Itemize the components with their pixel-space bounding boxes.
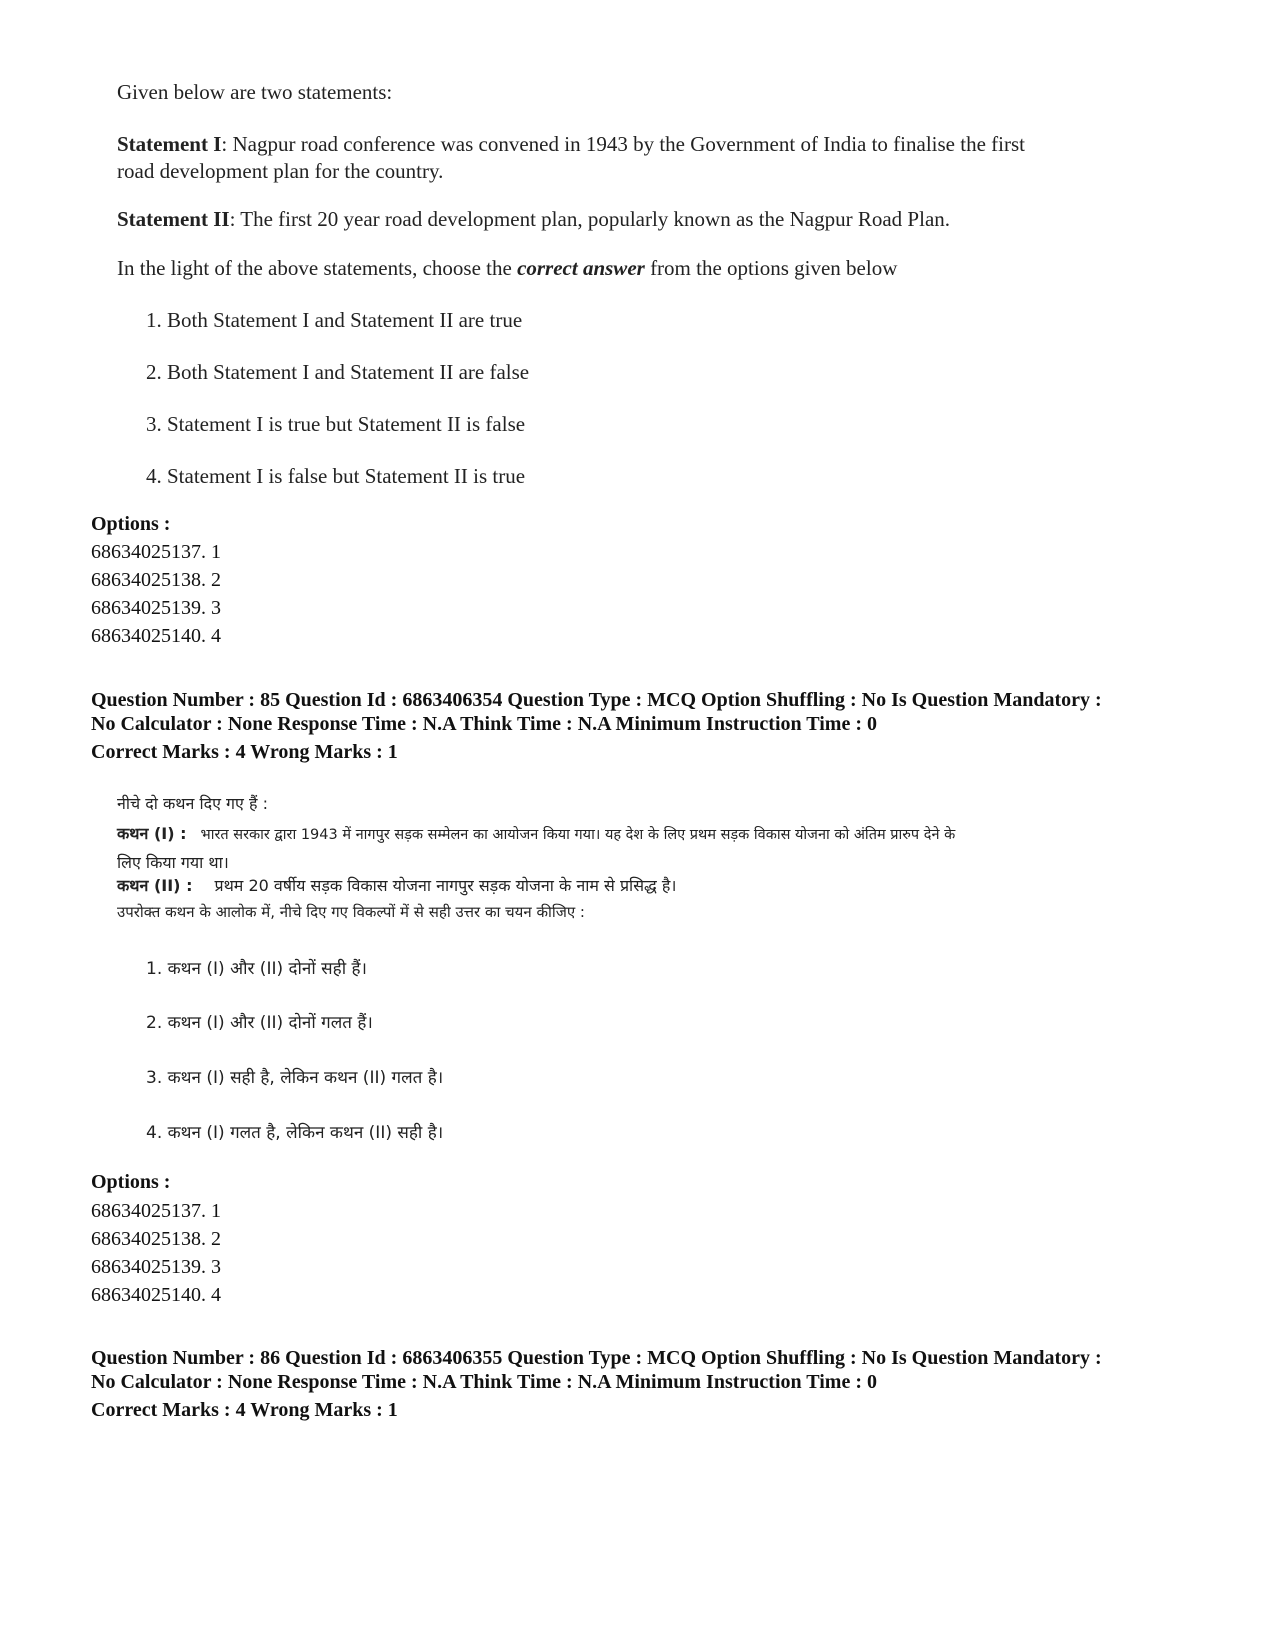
statement-2-label: Statement II bbox=[117, 207, 230, 231]
question-meta-line-2: No Calculator : None Response Time : N.A Think Time : N.A Minimum Instruction Time : 0 bbox=[91, 1371, 877, 1393]
question-meta-line-1: Question Number : 86 Question Id : 6863406355 Question Type : MCQ Option Shuffling : No Is Question Mandatory : bbox=[91, 1347, 1102, 1369]
option-item: 68634025137. 1 bbox=[91, 541, 221, 563]
q85-meta bbox=[91, 688, 1102, 764]
q84-options-list bbox=[91, 538, 221, 650]
q86-meta bbox=[91, 1346, 1102, 1422]
question-marks: Correct Marks : 4 Wrong Marks : 1 bbox=[91, 741, 398, 763]
q84-choice-3: 3. Statement I is true but Statement II is false bbox=[146, 412, 526, 436]
hindi-statement-1-label: कथन (I) : bbox=[117, 824, 187, 843]
option-item: 68634025140. 4 bbox=[91, 1284, 221, 1306]
q84-choice-2: 2. Both Statement I and Statement II are false bbox=[146, 360, 530, 384]
q84-instruction: In the light of the above statements, choose the correct answer from the options given below bbox=[117, 256, 898, 280]
option-item: 68634025138. 2 bbox=[91, 1228, 221, 1250]
q84-statement-2: Statement II: The first 20 year road development plan, popularly known as the Nagpur Road Plan. bbox=[117, 207, 951, 231]
correct-answer-emphasis: correct answer bbox=[517, 256, 645, 280]
option-item: 68634025137. 1 bbox=[91, 1200, 221, 1222]
option-item: 68634025140. 4 bbox=[91, 625, 221, 647]
q85-options-label: Options : bbox=[91, 1171, 171, 1193]
q84-options-label: Options : bbox=[91, 513, 171, 535]
option-item: 68634025139. 3 bbox=[91, 597, 221, 619]
q84-intro: Given below are two statements: bbox=[117, 80, 393, 104]
q85-options-list bbox=[91, 1197, 221, 1309]
question-meta-line-2: No Calculator : None Response Time : N.A Think Time : N.A Minimum Instruction Time : 0 bbox=[91, 713, 877, 735]
question-meta-line-1: Question Number : 85 Question Id : 6863406354 Question Type : MCQ Option Shuffling : No Is Question Mandatory : bbox=[91, 689, 1102, 711]
q85-hindi-intro: नीचे दो कथन दिए गए हैं : bbox=[117, 794, 268, 813]
q84-statement-1: Statement I: Nagpur road conference was convened in 1943 by the Government of India to finalise the first road development plan for the country. bbox=[117, 132, 1025, 183]
q85-hindi-statement-1: कथन (I) : भारत सरकार द्वारा 1943 में नागपुर सड़क सम्मेलन का आयोजन किया गया। यह देश के लिए प्रथम सड़क विकास योजना को अंतिम प्रारुप देने के लिए किया गया था। bbox=[117, 824, 956, 872]
option-item: 68634025138. 2 bbox=[91, 569, 221, 591]
q85-hindi-instruction: उपरोक्त कथन के आलोक में, नीचे दिए गए विकल्पों में से सही उत्तर का चयन कीजिए : bbox=[117, 903, 585, 921]
question-marks: Correct Marks : 4 Wrong Marks : 1 bbox=[91, 1399, 398, 1421]
hindi-statement-2-label: कथन (II) : bbox=[117, 876, 193, 895]
q85-hindi-choice-2: 2. कथन (I) और (II) दोनों गलत हैं। bbox=[146, 1013, 373, 1033]
q84-choice-4: 4. Statement I is false but Statement II is true bbox=[146, 464, 526, 488]
q85-hindi-choice-1: 1. कथन (I) और (II) दोनों सही हैं। bbox=[146, 959, 367, 979]
option-item: 68634025139. 3 bbox=[91, 1256, 221, 1278]
q84-choice-1: 1. Both Statement I and Statement II are true bbox=[146, 308, 523, 332]
statement-1-label: Statement I bbox=[117, 132, 222, 156]
q85-hindi-statement-2: कथन (II) : प्रथम 20 वर्षीय सड़क विकास योजना नागपुर सड़क योजना के नाम से प्रसिद्ध है। bbox=[117, 876, 677, 895]
q85-hindi-choice-3: 3. कथन (I) सही है, लेकिन कथन (II) गलत है। bbox=[146, 1068, 444, 1088]
q85-hindi-choice-4: 4. कथन (I) गलत है, लेकिन कथन (II) सही है। bbox=[146, 1123, 444, 1143]
